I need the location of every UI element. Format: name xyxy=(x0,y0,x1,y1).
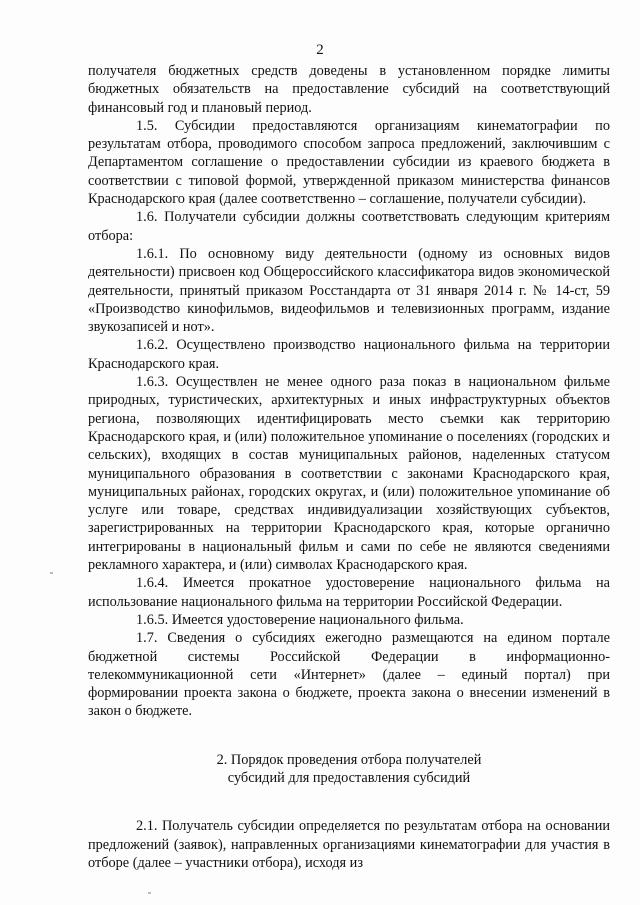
paragraph-1-6-4: 1.6.4. Имеется прокатное удостоверение национального фильма на использование национального фильма на территории Российской Федерации. xyxy=(88,575,610,610)
document-body xyxy=(88,62,610,872)
paragraph-1-6-1: 1.6.1. По основному виду деятельности (одному из основных видов деятельности) присвоен код Общероссийского классификатора видов экономической деятельности, принятый приказом Росстандарта от 31 января 2014 г. № 14-ст, 59 «Производство кинофильмов, видеофильмов и телевизионных программ, издание звукозаписей и нот». xyxy=(88,245,610,336)
paragraph-continuation: получателя бюджетных средств доведены в установленном порядке лимиты бюджетных обязательств на предоставление субсидий на соответствующий финансовый год и плановый период. xyxy=(88,63,610,116)
section-heading-line-1: 2. Порядок проведения отбора получателей xyxy=(216,751,482,768)
paragraph-1-6-5: 1.6.5. Имеется удостоверение национального фильма. xyxy=(136,611,464,628)
spacer xyxy=(88,787,610,817)
paragraph-1-6-3: 1.6.3. Осуществлен не менее одного раза показ в национальном фильме природных, туристических, архитектурных и иных инфраструктурных объектов региона, позволяющих идентифицировать место съемки как территорию Краснодарского края, и (или) положительное упоминание о поселениях (городских и сельских), входящих в состав муниципальных районов, наделенных статусом муниципального образования в соответствии с законами Краснодарского края, муниципальных районах, городских округах, и (или) положительное упоминание об услуге или товаре, средствах индивидуализации хозяйствующих субъектов, зарегистрированных на территории Краснодарского края, которые органично интегрированы в национальный фильм и сами по себе не являются сведениями рекламного характера, и (или) символах Краснодарского края. xyxy=(88,374,610,574)
paragraph-1-5: 1.5. Субсидии предоставляются организациям кинематографии по результатам отбора, проводимого способом запроса предложений, заключившим с Департаментом соглашение о предоставлении субсидии из краевого бюджета в соответствии с типовой формой, утвержденной приказом министерства финансов Краснодарского края (далее соответственно – соглашение, получатели субсидии). xyxy=(88,117,610,208)
scan-speck xyxy=(148,892,151,894)
page-number: 2 xyxy=(316,42,324,58)
paragraph-1-6: 1.6. Получатели субсидии должны соответствовать следующим критериям отбора: xyxy=(88,209,610,244)
section-heading-line-2: субсидий для предоставления субсидий xyxy=(227,769,471,786)
paragraph-1-7: 1.7. Сведения о субсидиях ежегодно размещаются на едином портале бюджетной системы Российской Федерации в информационно-телекоммуникационной сети «Интернет» (далее – единый портал) при формировании проекта закона о бюджете, проекта закона о внесении изменений в закон о бюджете. xyxy=(88,630,610,720)
paragraph-2-1: 2.1. Получатель субсидии определяется по результатам отбора на основании предложений (заявок), направленных организациями кинематографии для участия в отборе (далее – участники отбора), исходя из xyxy=(88,818,610,871)
scan-speck xyxy=(50,572,53,574)
spacer xyxy=(88,721,610,751)
paragraph-1-6-2: 1.6.2. Осуществлено производство национального фильма на территории Краснодарского края. xyxy=(88,337,610,372)
